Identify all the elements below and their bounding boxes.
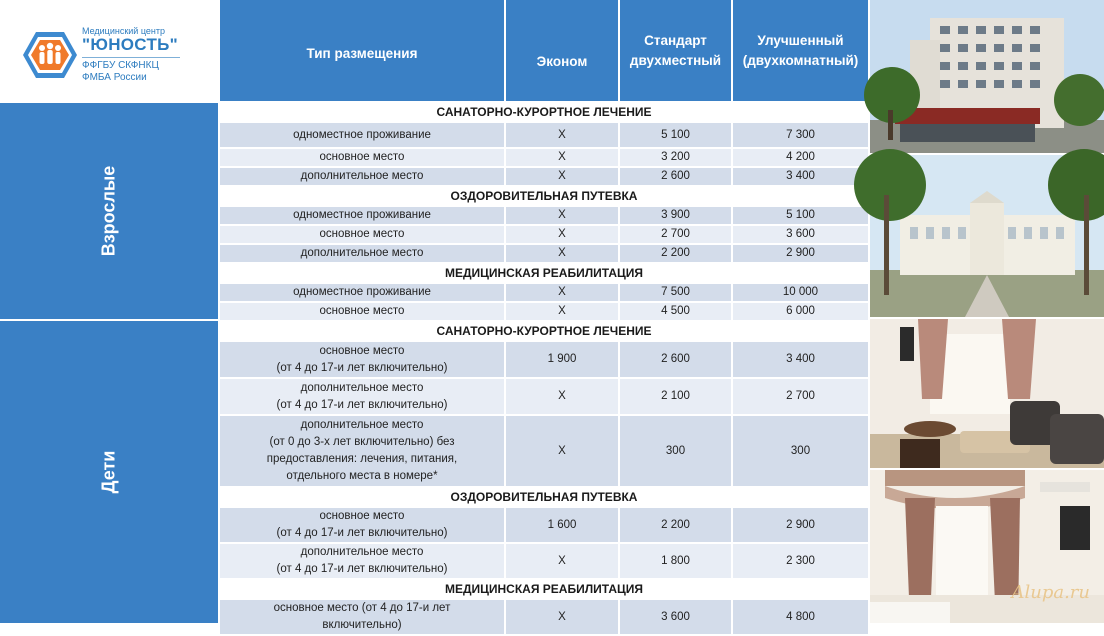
photo-column xyxy=(870,0,1104,623)
cell-type: одноместное проживание xyxy=(220,284,504,301)
section-title: МЕДИЦИНСКАЯ РЕАБИЛИТАЦИЯ xyxy=(220,580,868,598)
header-econom: Эконом xyxy=(506,0,618,101)
cell-improved: 2 700 xyxy=(733,379,868,414)
watermark: Alupa.ru xyxy=(1011,582,1090,603)
table-row xyxy=(220,284,868,301)
family-hexagon-icon xyxy=(22,30,78,80)
table-row xyxy=(220,123,868,147)
cell-econom: 1 600 xyxy=(506,508,618,542)
table-row xyxy=(220,303,868,320)
cell-econom: Х xyxy=(506,284,618,301)
cell-standard: 1 800 xyxy=(620,544,731,578)
cell-standard: 2 100 xyxy=(620,379,731,414)
cell-standard: 3 200 xyxy=(620,149,731,166)
section-title: САНАТОРНО-КУРОРТНОЕ ЛЕЧЕНИЕ xyxy=(220,103,868,121)
cell-econom: Х xyxy=(506,544,618,578)
cell-improved: 4 800 xyxy=(733,600,868,634)
room-living-photo xyxy=(870,319,1104,468)
cell-econom: Х xyxy=(506,207,618,224)
park-photo xyxy=(870,155,1104,317)
header-type: Тип размещения xyxy=(220,0,504,101)
cell-improved: 3 400 xyxy=(733,168,868,185)
table-row xyxy=(220,149,868,166)
cell-standard: 5 100 xyxy=(620,123,731,147)
cell-type: основное место (от 4 до 17-и лет включительно) xyxy=(220,342,504,377)
cell-improved: 300 xyxy=(733,416,868,486)
table-row xyxy=(220,544,868,578)
cell-type: дополнительное место (от 4 до 17-и лет включительно) xyxy=(220,379,504,414)
cell-standard: 2 200 xyxy=(620,508,731,542)
table-row xyxy=(220,600,868,634)
cell-standard: 3 900 xyxy=(620,207,731,224)
cell-type: основное место (от 4 до 17-и лет включительно) xyxy=(220,508,504,542)
cell-standard: 4 500 xyxy=(620,303,731,320)
price-table xyxy=(220,103,868,636)
cell-econom: Х xyxy=(506,168,618,185)
cell-improved: 4 200 xyxy=(733,149,868,166)
section-title: ОЗДОРОВИТЕЛЬНАЯ ПУТЕВКА xyxy=(220,187,868,205)
logo-subtitle: Медицинский центр xyxy=(82,26,165,36)
table-row xyxy=(220,342,868,377)
table-row xyxy=(220,168,868,185)
section-title: ОЗДОРОВИТЕЛЬНАЯ ПУТЕВКА xyxy=(220,488,868,506)
cell-type: дополнительное место (от 0 до 3-х лет включительно) без предоставления: лечения, питания, отдельного места в номере* xyxy=(220,416,504,486)
table-row xyxy=(220,379,868,414)
cell-econom: Х xyxy=(506,303,618,320)
cell-econom: Х xyxy=(506,149,618,166)
group-adults-label: Взрослые xyxy=(98,165,119,257)
cell-type: одноместное проживание xyxy=(220,123,504,147)
cell-improved: 3 400 xyxy=(733,342,868,377)
sanatorium-building-photo xyxy=(870,0,1104,153)
logo-org: ФФГБУ СКФНКЦ xyxy=(82,60,159,71)
logo xyxy=(0,0,220,101)
cell-standard: 2 200 xyxy=(620,245,731,262)
cell-improved: 2 300 xyxy=(733,544,868,578)
cell-type: основное место xyxy=(220,303,504,320)
cell-type: дополнительное место xyxy=(220,168,504,185)
logo-title: "ЮНОСТЬ" xyxy=(82,35,179,54)
logo-text xyxy=(82,26,180,84)
table-row xyxy=(220,207,868,224)
header-standard: Стандарт двухместный xyxy=(620,0,731,101)
cell-econom: Х xyxy=(506,416,618,486)
room-bedroom-photo xyxy=(870,470,1104,623)
cell-standard: 7 500 xyxy=(620,284,731,301)
cell-type: одноместное проживание xyxy=(220,207,504,224)
header-improved: Улучшенный (двухкомнатный) xyxy=(733,0,868,101)
cell-type: основное место xyxy=(220,149,504,166)
section-title: САНАТОРНО-КУРОРТНОЕ ЛЕЧЕНИЕ xyxy=(220,322,868,340)
group-children xyxy=(0,321,218,623)
cell-econom: 1 900 xyxy=(506,342,618,377)
table-row xyxy=(220,226,868,243)
section-title: МЕДИЦИНСКАЯ РЕАБИЛИТАЦИЯ xyxy=(220,264,868,282)
cell-standard: 300 xyxy=(620,416,731,486)
cell-econom: Х xyxy=(506,600,618,634)
cell-improved: 7 300 xyxy=(733,123,868,147)
cell-improved: 5 100 xyxy=(733,207,868,224)
cell-standard: 2 600 xyxy=(620,168,731,185)
cell-standard: 3 600 xyxy=(620,600,731,634)
table-row xyxy=(220,508,868,542)
logo-agency: ФМБА России xyxy=(82,72,147,83)
cell-improved: 6 000 xyxy=(733,303,868,320)
cell-econom: Х xyxy=(506,245,618,262)
cell-improved: 3 600 xyxy=(733,226,868,243)
cell-improved: 2 900 xyxy=(733,508,868,542)
table-row xyxy=(220,416,868,486)
logo-divider xyxy=(82,57,180,58)
cell-type: основное место xyxy=(220,226,504,243)
cell-econom: Х xyxy=(506,226,618,243)
cell-type: дополнительное место (от 4 до 17-и лет включительно) xyxy=(220,544,504,578)
table-row xyxy=(220,245,868,262)
cell-improved: 2 900 xyxy=(733,245,868,262)
cell-econom: Х xyxy=(506,379,618,414)
cell-standard: 2 600 xyxy=(620,342,731,377)
cell-type: дополнительное место xyxy=(220,245,504,262)
cell-type: основное место (от 4 до 17-и лет включительно) xyxy=(220,600,504,634)
group-children-label: Дети xyxy=(98,450,119,494)
cell-improved: 10 000 xyxy=(733,284,868,301)
cell-econom: Х xyxy=(506,123,618,147)
group-adults xyxy=(0,103,218,319)
cell-standard: 2 700 xyxy=(620,226,731,243)
